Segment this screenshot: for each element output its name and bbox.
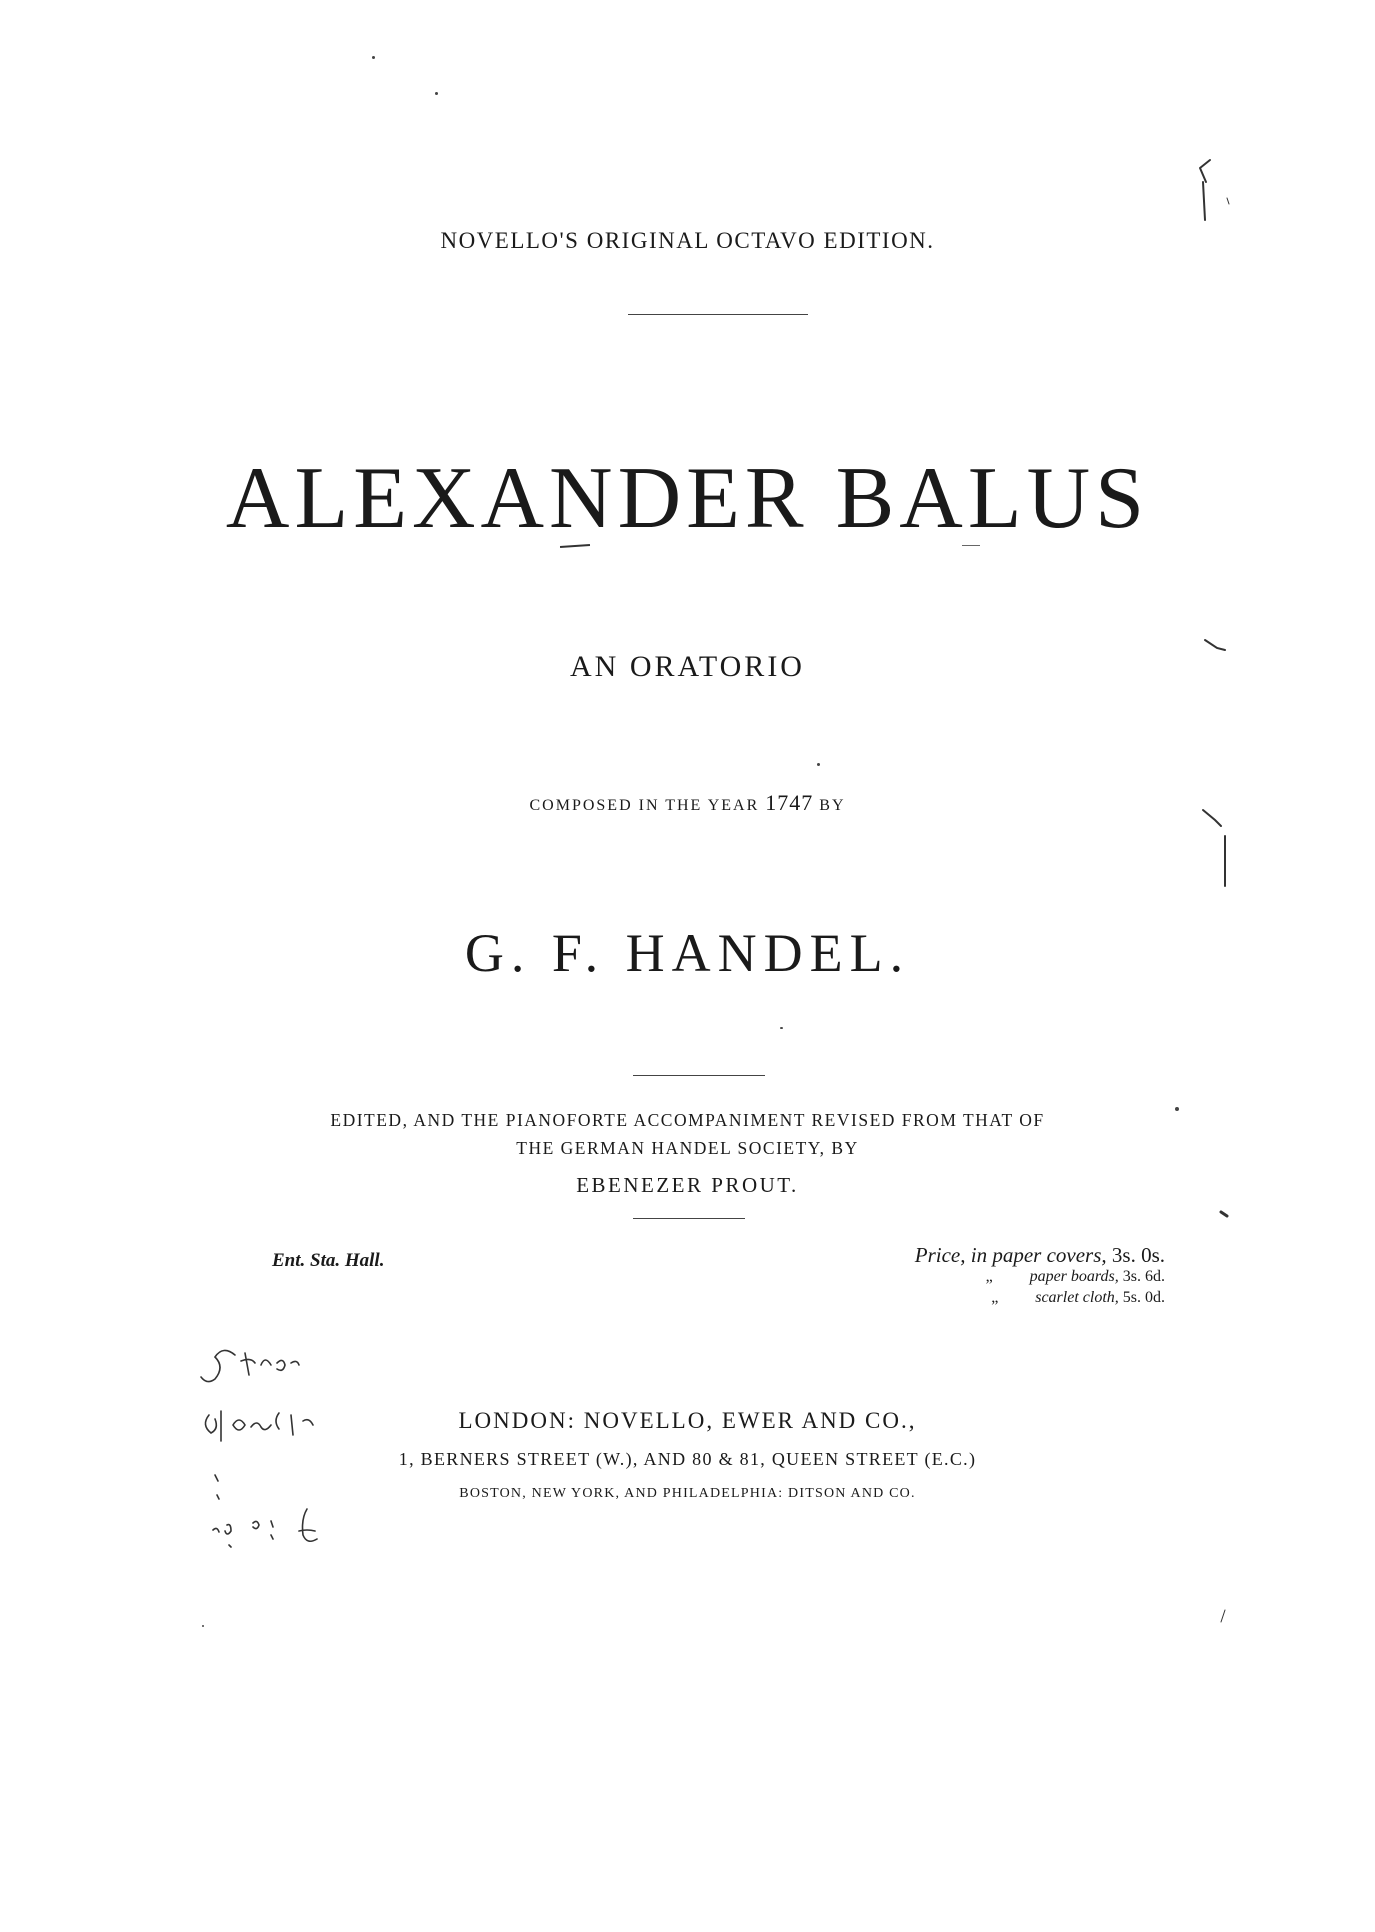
price-value: 5s. 0d. bbox=[1122, 1289, 1165, 1306]
paper-speck bbox=[780, 1027, 783, 1029]
price-value: 3s. 0s. bbox=[1111, 1243, 1165, 1267]
publisher-line-2: 1, BERNERS STREET (W.), AND 80 & 81, QUEEN STREET (E.C.) bbox=[398, 1449, 977, 1469]
paper-speck bbox=[372, 56, 375, 59]
price-label: Price, in paper covers, bbox=[914, 1243, 1107, 1267]
entry-notice: Ent. Sta. Hall. bbox=[272, 1250, 385, 1271]
work-subtitle: AN ORATORIO bbox=[570, 650, 805, 683]
ditto-mark: „ bbox=[985, 1268, 993, 1285]
divider-rule bbox=[628, 314, 808, 315]
paper-speck bbox=[435, 92, 438, 95]
price-label: scarlet cloth, bbox=[1035, 1289, 1119, 1306]
page-edge-marks bbox=[1185, 150, 1245, 1650]
edited-line-2: THE GERMAN HANDEL SOCIETY, BY bbox=[516, 1138, 859, 1158]
divider-rule bbox=[633, 1075, 765, 1076]
composed-by: BY bbox=[819, 797, 846, 814]
price-row bbox=[915, 1245, 1165, 1266]
paper-speck bbox=[202, 1625, 204, 1627]
title-flourish bbox=[962, 545, 980, 546]
price-list bbox=[915, 1245, 1165, 1308]
composer-name: G. F. HANDEL. bbox=[464, 923, 911, 983]
publisher-line-3: BOSTON, NEW YORK, AND PHILADELPHIA: DITSON AND CO. bbox=[459, 1486, 916, 1501]
price-row bbox=[915, 1287, 1165, 1308]
composed-year: 1747 bbox=[765, 790, 814, 815]
edited-line-1: EDITED, AND THE PIANOFORTE ACCOMPANIMENT REVISED FROM THAT OF bbox=[330, 1110, 1045, 1130]
divider-rule bbox=[633, 1218, 745, 1219]
publisher-line-1: LONDON: NOVELLO, EWER AND CO., bbox=[458, 1408, 917, 1433]
composed-text: COMPOSED IN THE YEAR bbox=[529, 797, 760, 814]
editor-name: EBENEZER PROUT. bbox=[576, 1173, 799, 1197]
composed-line bbox=[0, 790, 1375, 816]
paper-speck bbox=[817, 763, 820, 766]
price-label: paper boards, bbox=[1029, 1268, 1119, 1285]
work-title: ALEXANDER BALUS bbox=[225, 450, 1150, 547]
price-row bbox=[915, 1266, 1165, 1287]
price-value: 3s. 6d. bbox=[1122, 1268, 1165, 1285]
edition-heading: NOVELLO'S ORIGINAL OCTAVO EDITION. bbox=[440, 228, 935, 253]
ditto-mark: „ bbox=[991, 1289, 999, 1306]
paper-speck bbox=[1175, 1107, 1179, 1111]
